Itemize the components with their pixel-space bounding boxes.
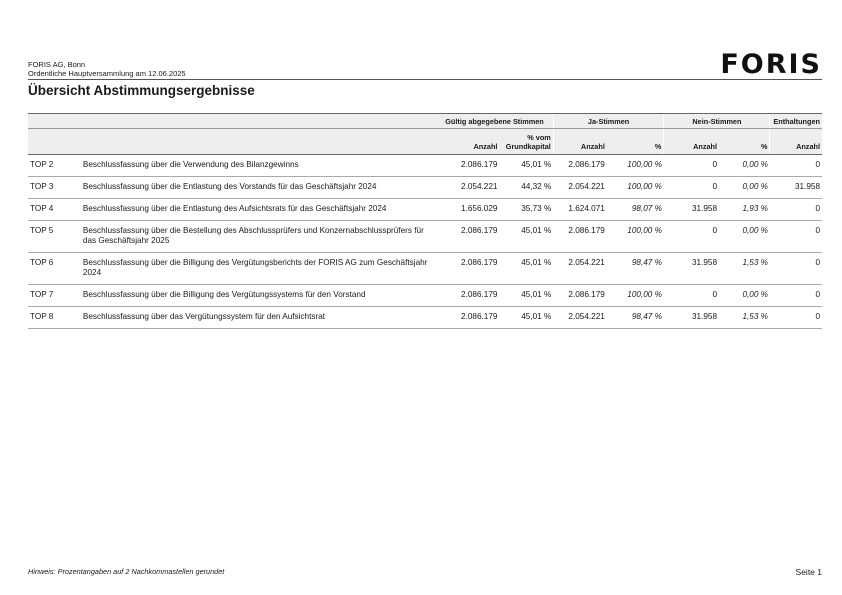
header-no-votes: Nein-Stimmen	[664, 114, 770, 129]
subheader-blank	[28, 129, 436, 155]
abstain-count-cell: 0	[770, 285, 822, 307]
valid-pct-cell: 44,32 %	[499, 177, 553, 199]
subheader-yes-count: Anzahl	[553, 129, 607, 155]
yes-count-cell: 2.086.179	[553, 221, 607, 253]
subheader-pct-capital-line1: % vom	[527, 133, 551, 142]
subheader-pct-capital-line2: Grundkapital	[505, 142, 551, 151]
valid-pct-cell: 45,01 %	[499, 285, 553, 307]
header-blank	[28, 114, 436, 129]
yes-count-cell: 2.086.179	[553, 285, 607, 307]
valid-pct-cell: 45,01 %	[499, 155, 553, 177]
subheader-valid-pct	[499, 129, 553, 155]
company-info	[28, 60, 186, 78]
valid-count-cell: 2.086.179	[436, 155, 499, 177]
table-row	[28, 307, 822, 329]
yes-count-cell: 2.086.179	[553, 155, 607, 177]
valid-count-cell: 2.086.179	[436, 253, 499, 285]
table-row	[28, 177, 822, 199]
yes-pct-cell: 100,00 %	[607, 221, 664, 253]
table-sub-header-row	[28, 129, 822, 155]
no-count-cell: 31.958	[664, 199, 719, 221]
no-pct-cell: 0,00 %	[719, 155, 770, 177]
subheader-abstain-count: Anzahl	[770, 129, 822, 155]
yes-count-cell: 2.054.221	[553, 177, 607, 199]
page-number: Seite 1	[795, 567, 822, 577]
description-cell: Beschlussfassung über die Bestellung des Abschlussprüfers und Konzernabschlussprüfers für das Geschäftsjahr 2025	[81, 221, 436, 253]
valid-pct-cell: 45,01 %	[499, 253, 553, 285]
description-cell: Beschlussfassung über das Vergütungssystem für den Aufsichtsrat	[81, 307, 436, 329]
top-cell: TOP 7	[28, 285, 81, 307]
header-valid-votes: Gültig abgegebene Stimmen	[436, 114, 553, 129]
valid-pct-cell: 35,73 %	[499, 199, 553, 221]
abstain-count-cell: 0	[770, 307, 822, 329]
page-title: Übersicht Abstimmungsergebnisse	[28, 83, 255, 98]
rounding-note: Hinweis: Prozentangaben auf 2 Nachkommastellen gerundet	[28, 567, 225, 576]
no-pct-cell: 0,00 %	[719, 285, 770, 307]
no-count-cell: 0	[664, 177, 719, 199]
yes-pct-cell: 98,47 %	[607, 307, 664, 329]
subheader-yes-pct: %	[607, 129, 664, 155]
table-row	[28, 155, 822, 177]
meeting-info: Ordentliche Hauptversammlung am 12.06.2025	[28, 69, 186, 78]
valid-count-cell: 2.086.179	[436, 307, 499, 329]
table-row	[28, 253, 822, 285]
table-row	[28, 199, 822, 221]
no-count-cell: 0	[664, 221, 719, 253]
no-count-cell: 0	[664, 285, 719, 307]
yes-count-cell: 2.054.221	[553, 253, 607, 285]
valid-count-cell: 2.086.179	[436, 285, 499, 307]
voting-results-table	[28, 113, 822, 329]
yes-pct-cell: 100,00 %	[607, 155, 664, 177]
table-row	[28, 221, 822, 253]
description-cell: Beschlussfassung über die Entlastung des Vorstands für das Geschäftsjahr 2024	[81, 177, 436, 199]
no-pct-cell: 0,00 %	[719, 177, 770, 199]
header-abstentions: Enthaltungen	[770, 114, 822, 129]
no-pct-cell: 0,00 %	[719, 221, 770, 253]
description-cell: Beschlussfassung über die Billigung des Vergütungsberichts der FORIS AG zum Geschäftsjahr 2024	[81, 253, 436, 285]
header-divider	[28, 79, 822, 80]
no-pct-cell: 1,53 %	[719, 253, 770, 285]
yes-pct-cell: 98,07 %	[607, 199, 664, 221]
top-cell: TOP 3	[28, 177, 81, 199]
table-body	[28, 155, 822, 329]
description-cell: Beschlussfassung über die Verwendung des Bilanzgewinns	[81, 155, 436, 177]
header-yes-votes: Ja-Stimmen	[553, 114, 664, 129]
no-count-cell: 0	[664, 155, 719, 177]
subheader-valid-count: Anzahl	[436, 129, 499, 155]
abstain-count-cell: 0	[770, 253, 822, 285]
no-pct-cell: 1,93 %	[719, 199, 770, 221]
valid-pct-cell: 45,01 %	[499, 221, 553, 253]
foris-logo: FORIS	[720, 49, 822, 80]
top-cell: TOP 5	[28, 221, 81, 253]
table-row	[28, 285, 822, 307]
subheader-no-pct: %	[719, 129, 770, 155]
yes-pct-cell: 98,47 %	[607, 253, 664, 285]
top-cell: TOP 2	[28, 155, 81, 177]
valid-pct-cell: 45,01 %	[499, 307, 553, 329]
abstain-count-cell: 0	[770, 155, 822, 177]
abstain-count-cell: 31.958	[770, 177, 822, 199]
valid-count-cell: 1.656.029	[436, 199, 499, 221]
abstain-count-cell: 0	[770, 199, 822, 221]
valid-count-cell: 2.054.221	[436, 177, 499, 199]
top-cell: TOP 8	[28, 307, 81, 329]
no-count-cell: 31.958	[664, 307, 719, 329]
yes-count-cell: 2.054.221	[553, 307, 607, 329]
top-cell: TOP 4	[28, 199, 81, 221]
description-cell: Beschlussfassung über die Billigung des Vergütungssystems für den Vorstand	[81, 285, 436, 307]
valid-count-cell: 2.086.179	[436, 221, 499, 253]
abstain-count-cell: 0	[770, 221, 822, 253]
no-pct-cell: 1,53 %	[719, 307, 770, 329]
description-cell: Beschlussfassung über die Entlastung des Aufsichtsrats für das Geschäftsjahr 2024	[81, 199, 436, 221]
yes-pct-cell: 100,00 %	[607, 177, 664, 199]
subheader-no-count: Anzahl	[664, 129, 719, 155]
company-name: FORIS AG, Bonn	[28, 60, 86, 69]
yes-pct-cell: 100,00 %	[607, 285, 664, 307]
table-group-header-row	[28, 114, 822, 129]
top-cell: TOP 6	[28, 253, 81, 285]
no-count-cell: 31.958	[664, 253, 719, 285]
yes-count-cell: 1.624.071	[553, 199, 607, 221]
